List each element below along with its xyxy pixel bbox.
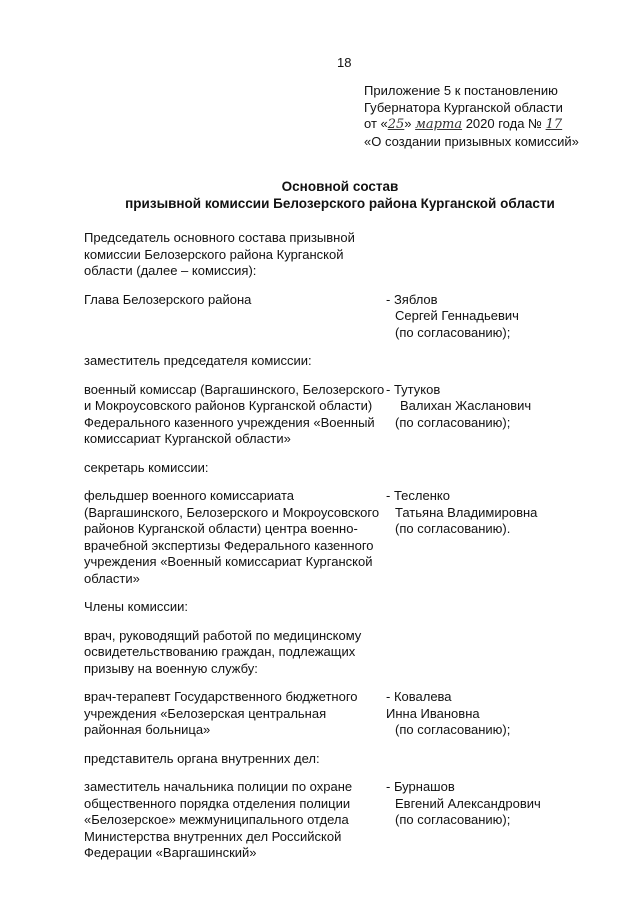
person-cell: [386, 751, 584, 768]
person-cell: [386, 230, 584, 280]
appendix-date-line: [364, 116, 579, 134]
person-surname: - Зяблов: [386, 291, 438, 307]
role-text: Члены комиссии:: [84, 599, 189, 614]
person-name: Сергей Геннадьевич: [395, 308, 519, 323]
person-name: Татьяна Владимировна: [395, 504, 538, 520]
person-cell: [386, 292, 584, 342]
person-note: (по согласованию);: [395, 812, 511, 827]
person-cell: [386, 779, 584, 862]
person-note: (по согласованию).: [395, 521, 511, 536]
person-cell: [386, 599, 584, 616]
table-row: [84, 751, 584, 768]
role-text: заместитель председателя комиссии:: [84, 353, 312, 368]
table-row: [84, 628, 584, 678]
person-surname: - Бурнашов: [386, 779, 455, 794]
appendix-header: [364, 83, 579, 150]
person-note: (по согласованию);: [395, 414, 511, 430]
handwritten-number: 17: [545, 117, 563, 132]
appendix-line-2: Губернатора Курганской области: [364, 99, 563, 115]
date-mid: »: [404, 116, 416, 131]
role-text: заместитель начальника полиции по охране общественного порядка отделения полиции «Белозерское» межмуниципального отдела Министерства внутренних дел Российской Федерации «Варгашинский»: [84, 779, 353, 860]
commission-table: [84, 230, 584, 874]
table-row: [84, 689, 584, 739]
role-text: представитель органа внутренних дел:: [84, 750, 320, 766]
table-row: [84, 488, 584, 587]
title-line-1: Основной состав: [281, 179, 399, 194]
table-row: [84, 460, 584, 477]
person-cell: [386, 689, 584, 739]
appendix-line-4: «О создании призывных комиссий»: [364, 133, 579, 149]
role-text: военный комиссар (Варгашинского, Белозерского и Мокроусовского районов Курганской области) Федерального казенного учреждения «Военный комиссариат Курганской области»: [84, 381, 385, 446]
table-row: [84, 599, 584, 616]
person-note: (по согласованию);: [395, 722, 511, 737]
page-number: 18: [337, 55, 352, 70]
table-row: [84, 292, 584, 342]
table-row: [84, 230, 584, 280]
person-note: (по согласованию);: [395, 324, 511, 340]
table-row: [84, 353, 584, 370]
person-name: Евгений Александрович: [395, 795, 541, 811]
person-cell: [386, 460, 584, 477]
handwritten-month: марта: [415, 117, 463, 132]
role-text: Глава Белозерского района: [84, 291, 252, 307]
role-text: секретарь комиссии:: [84, 459, 209, 475]
document-title: [90, 178, 590, 212]
person-cell: [386, 382, 584, 448]
role-text: врач-терапевт Государственного бюджетного учреждения «Белозерская центральная районная больница»: [84, 689, 358, 737]
role-text: фельдшер военного комиссариата (Варгашинского, Белозерского и Мокроусовского районов Курганской области) центра военно-врачебной экспертизы Федерального казенного учреждения «Военный комиссариат Курганской области»: [84, 488, 380, 586]
person-name: Валихан Жасланович: [400, 398, 532, 413]
person-surname: - Тутуков: [386, 381, 441, 397]
appendix-line-1: Приложение 5 к постановлению: [364, 83, 558, 98]
table-row: [84, 382, 584, 448]
role-text: Председатель основного состава призывной комиссии Белозерского района Курганской области (далее – комиссия):: [84, 230, 355, 278]
person-surname: - Тесленко: [386, 488, 450, 503]
person-name: Инна Ивановна: [386, 705, 480, 721]
person-cell: [386, 353, 584, 370]
table-row: [84, 779, 584, 862]
role-text: врач, руководящий работой по медицинскому освидетельствованию граждан, подлежащих призыву на военную службу:: [84, 627, 362, 676]
person-cell: [386, 488, 584, 587]
handwritten-day: 25: [387, 117, 405, 132]
person-cell: [386, 628, 584, 678]
date-prefix: от «: [364, 116, 388, 131]
person-surname: - Ковалева: [386, 689, 452, 704]
title-line-2: призывной комиссии Белозерского района Курганской области: [125, 196, 555, 211]
date-year: 2020 года №: [462, 116, 546, 131]
